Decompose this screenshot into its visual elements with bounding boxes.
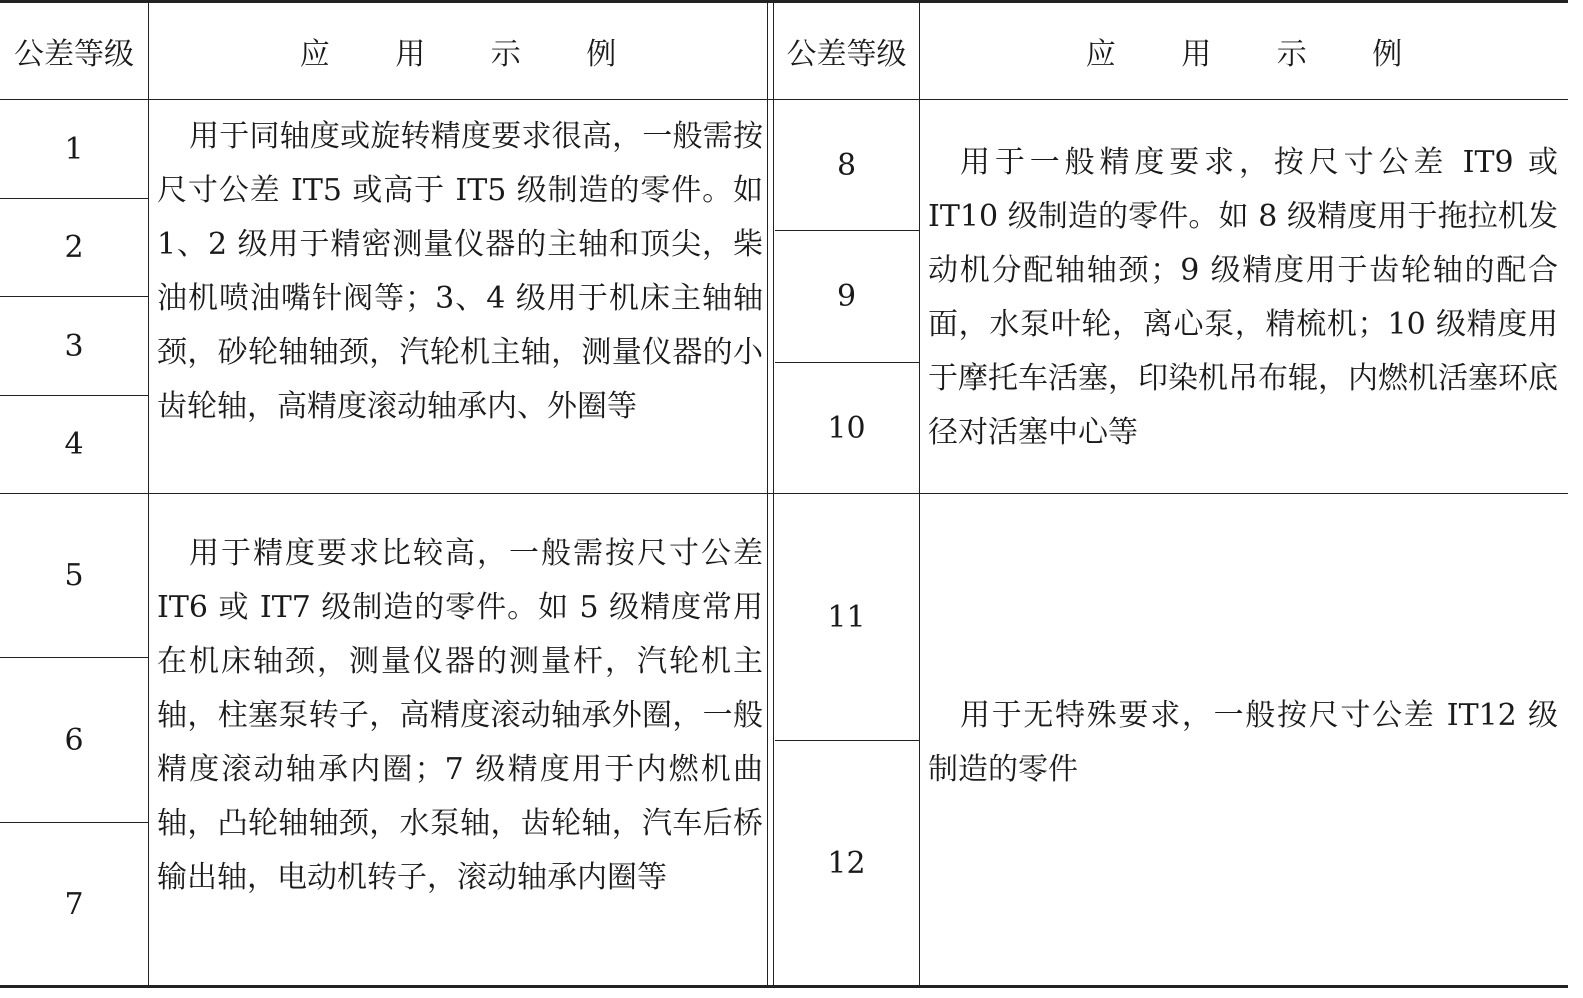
header-grade-right: 公差等级 [786, 37, 907, 72]
grade-cell: 8 [836, 147, 857, 183]
grade-cell: 2 [64, 230, 84, 265]
table-bottom-rule [0, 985, 1568, 988]
column-divider [148, 0, 149, 987]
grade-cell: 3 [64, 328, 84, 364]
grade-cell: 7 [64, 886, 84, 922]
application-description: 用于无特殊要求，一般按尺寸公差 IT12 级制造的零件 [928, 698, 1558, 787]
grade-cell: 6 [64, 722, 84, 758]
center-double-rule-left [767, 0, 768, 987]
header-example-left: 应 用 示 例 [299, 37, 645, 72]
grade-cell: 4 [64, 427, 84, 462]
grade-cell: 5 [64, 558, 84, 593]
header-grade-left: 公差等级 [14, 37, 134, 72]
grade-cell: 1 [64, 131, 84, 167]
header-example-right: 应 用 示 例 [1085, 37, 1431, 72]
grade-cell: 11 [827, 599, 866, 635]
grade-cell: 10 [827, 410, 866, 446]
application-description: 用于一般精度要求，按尺寸公差 IT9 或 IT10 级制造的零件。如 8 级精度用于拖拉机发动机分配轴轴颈；9 级精度用于齿轮轴的配合面，水泵叶轮，离心泵，精梳机；10 级精度用于摩托车活塞，印染机吊布辊，内燃机活塞环底径对活塞中心等 [928, 145, 1558, 450]
application-description: 用于精度要求比较高，一般需按尺寸公差 IT6 或 IT7 级制造的零件。如 5 级精度常用在机床轴颈，测量仪器的测量杆，汽轮机主轴，柱塞泵转子，高精度滚动轴承外圈，一般精度滚动轴承内圈；7 级精度用于内燃机曲轴，凸轮轴轴颈，水泵轴，齿轮轴，汽车后桥输出轴，电动机转子，滚动轴承内圈等 [157, 536, 763, 895]
column-divider [919, 0, 920, 987]
application-description: 用于同轴度或旋转精度要求很高，一般需按尺寸公差 IT5 或高于 IT5 级制造的零件。如 1、2 级用于精密测量仪器的主轴和顶尖，柴油机喷油嘴针阀等；3、4 级用于机床主轴轴颈，砂轮轴轴颈，汽轮机主轴，测量仪器的小齿轮轴，高精度滚动轴承内、外圈等 [157, 119, 763, 424]
grade-cell: 9 [836, 279, 857, 314]
grade-cell: 12 [827, 845, 866, 881]
